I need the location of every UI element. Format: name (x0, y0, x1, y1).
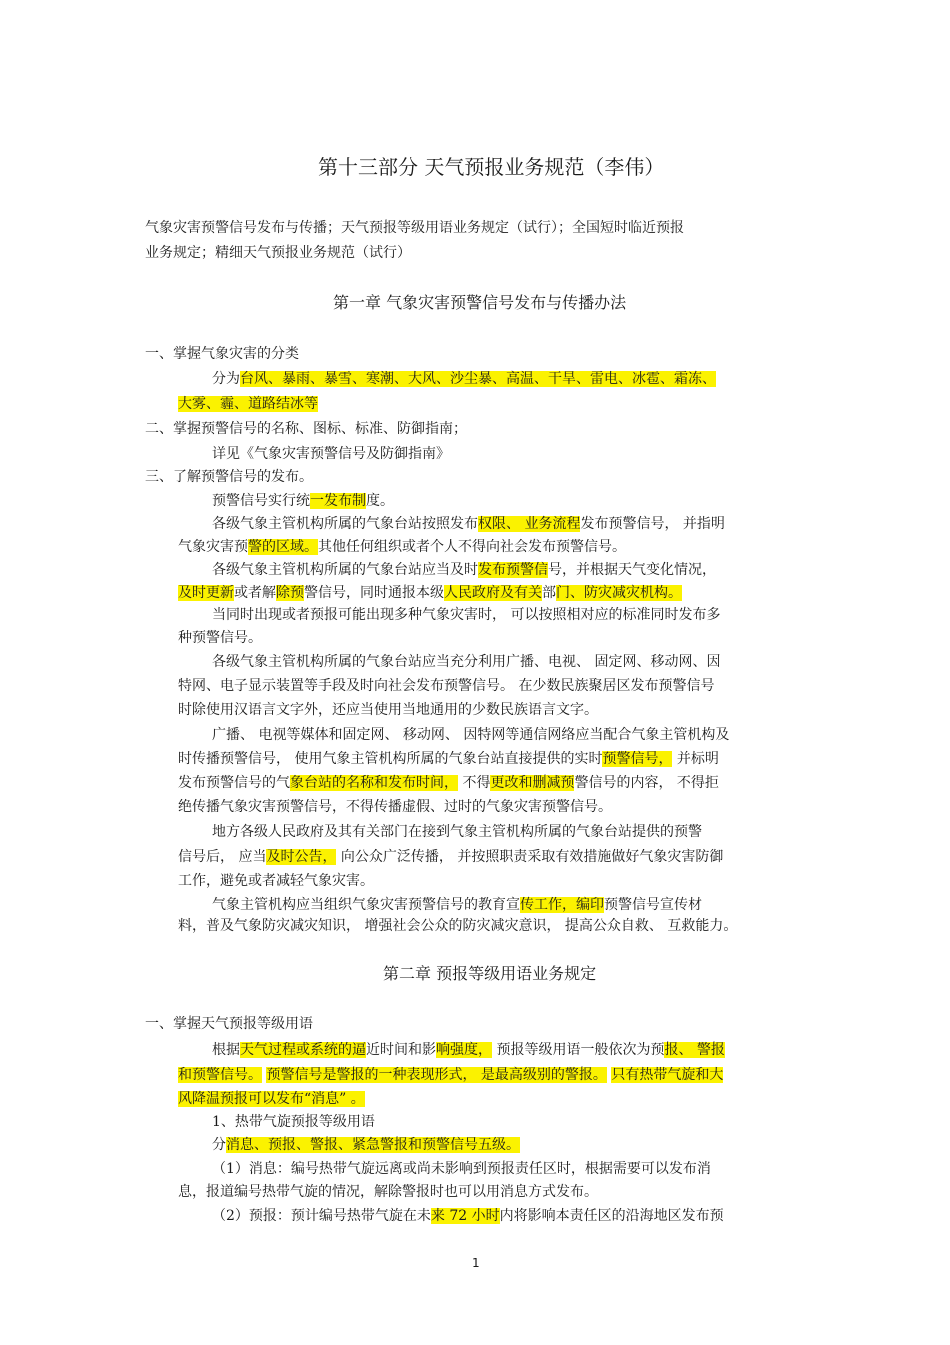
chapter-1-title: 第一章 气象灾害预警信号发布与传播办法 (333, 293, 627, 312)
highlight: 传工作，编印 (520, 897, 604, 913)
paragraph-line: 分消息、预报、警报、紧急警报和预警信号五级。 (212, 1137, 520, 1153)
highlight: 响 (436, 1042, 450, 1058)
paragraph-line: 时传播预警信号， 使用气象主管机构所属的气象台站直接提供的实时预警信号， 并标明 (178, 751, 719, 767)
highlight: 权限、 业务流程 (478, 516, 581, 532)
section-heading: 一、掌握气象灾害的分类 (145, 346, 299, 362)
highlight: 强度， (450, 1042, 492, 1058)
paragraph-line: 地方各级人民政府及其有关部门在接到气象主管机构所属的气象台站提供的预警 (212, 824, 702, 840)
highlight: 预警信号是警报的一种表现形式， 是最高级别的警报。 (266, 1067, 607, 1083)
highlight: 消息、预报、警报、紧急警报和预警信号五级。 (226, 1137, 520, 1153)
paragraph-line: （1）消息：编号热带气旋远离或尚未影响到预报责任区时，根据需要可以发布消 (212, 1161, 711, 1177)
paragraph-line (178, 394, 318, 414)
highlight: 大雾、霾、道路结冰等 (178, 396, 318, 412)
paragraph-line: 分为台风、暴雨、暴雪、寒潮、大风、沙尘暴、高温、干旱、雷电、冰雹、霜冻、 (212, 371, 716, 387)
paragraph-line: 当同时出现或者预报可能出现多种气象灾害时， 可以按照相对应的标准同时发布多 (212, 607, 721, 623)
highlight: 报、 警报 (664, 1042, 725, 1058)
paragraph-line: 工作，避免或者减轻气象灾害。 (178, 873, 374, 889)
chapter-2-title: 第二章 预报等级用语业务规定 (383, 964, 597, 983)
paragraph-line: 各级气象主管机构所属的气象台站应当及时发布预警信号，并根据天气变化情况， (212, 562, 716, 578)
paragraph-line: 气象灾害预警的区域。其他任何组织或者个人不得向社会发布预警信号。 (178, 539, 626, 555)
highlight: 及时更新 (178, 585, 234, 601)
paragraph-line: 特网、电子显示装置等手段及时向社会发布预警信号。 在少数民族聚居区发布预警信号 (178, 678, 715, 694)
paragraph-line: 根据天气过程或系统的逼近时间和影响强度， 预报等级用语一般依次为预报、 警报 (212, 1042, 725, 1058)
intro-line-1: 气象灾害预警信号发布与传播；天气预报等级用语业务规定（试行）；全国短时临近预报 (145, 220, 684, 236)
highlight: 警的区域。 (248, 539, 318, 555)
paragraph-line: 发布预警信号的气象台站的名称和发布时间， 不得更改和删减预警信号的内容， 不得拒 (178, 775, 719, 791)
paragraph-line: 时除使用汉语言文字外，还应当使用当地通用的少数民族语言文字。 (178, 702, 598, 718)
paragraph-line: 详见《气象灾害预警信号及防御指南》 (212, 446, 450, 462)
paragraph-line: 各级气象主管机构所属的气象台站应当充分利用广播、电视、 固定网、移动网、因 (212, 654, 721, 670)
intro-line-2: 业务规定；精细天气预报业务规范（试行） (145, 245, 411, 261)
paragraph-line: 息，报道编号热带气旋的情况，解除警报时也可以用消息方式发布。 (178, 1184, 598, 1200)
subsection-heading: 1、热带气旋预报等级用语 (212, 1114, 375, 1130)
highlight: 除预 (276, 585, 304, 601)
paragraph-line (178, 1089, 365, 1109)
highlight: 来 72 小时 (430, 1208, 500, 1224)
paragraph-line: 种预警信号。 (178, 630, 262, 646)
paragraph-line: 绝传播气象灾害预警信号，不得传播虚假、过时的气象灾害预警信号。 (178, 799, 612, 815)
paragraph-line: 料，普及气象防灾减灾知识， 增强社会公众的防灾减灾意识， 提高公众自救、 互救能力。 (178, 918, 738, 934)
paragraph-line: （2）预报：预计编号热带气旋在未来 72 小时内将影响本责任区的沿海地区发布预 (212, 1208, 724, 1224)
highlight: 一发布制 (310, 493, 366, 509)
highlight: 风降温预报可以发布“消息” 。 (178, 1091, 365, 1107)
paragraph-line: 信号后， 应当及时公告， 向公众广泛传播， 并按照职责采取有效措施做好气象灾害防御 (178, 849, 724, 865)
highlight: 及时公告， (266, 849, 337, 865)
document-title: 第十三部分 天气预报业务规范（李伟） (318, 155, 665, 179)
page-number: 1 (472, 1256, 480, 1270)
highlight: 台风、暴雨、暴雪、寒潮、大风、沙尘暴、高温、干旱、雷电、冰雹、霜冻、 (240, 371, 716, 387)
highlight: 只有热带气旋和大 (611, 1067, 724, 1083)
paragraph-line: 及时更新或者解除预警信号，同时通报本级人民政府及有关部门、防灾减灾机构。 (178, 585, 682, 601)
paragraph-line: 各级气象主管机构所属的气象台站按照发布权限、 业务流程发布预警信号， 并指明 (212, 516, 725, 532)
highlight: 预警信号， (602, 751, 673, 767)
section-heading: 三、了解预警信号的发布。 (145, 469, 313, 485)
highlight: 象台站的名称和发布时间， (290, 775, 458, 791)
section-heading: 一、掌握天气预报等级用语 (145, 1016, 313, 1032)
highlight: 人民政府及有关 (444, 585, 542, 601)
paragraph-line: 广播、 电视等媒体和固定网、 移动网、 因特网等通信网络应当配合气象主管机构及 (212, 727, 730, 743)
highlight: 门、防灾减灾机构。 (556, 585, 682, 601)
paragraph-line: 预警信号实行统一发布制度。 (212, 493, 394, 509)
highlight: 更改和删减预 (490, 775, 575, 791)
paragraph-line (178, 1065, 723, 1085)
highlight: 和预警信号。 (178, 1067, 262, 1083)
highlight: 发布预警信 (478, 562, 548, 578)
highlight: 天气过程或系统的逼 (240, 1042, 366, 1058)
section-heading: 二、掌握预警信号的名称、图标、标准、防御指南； (145, 421, 467, 437)
paragraph-line: 气象主管机构应当组织气象灾害预警信号的教育宣传工作，编印预警信号宣传材 (212, 897, 702, 913)
